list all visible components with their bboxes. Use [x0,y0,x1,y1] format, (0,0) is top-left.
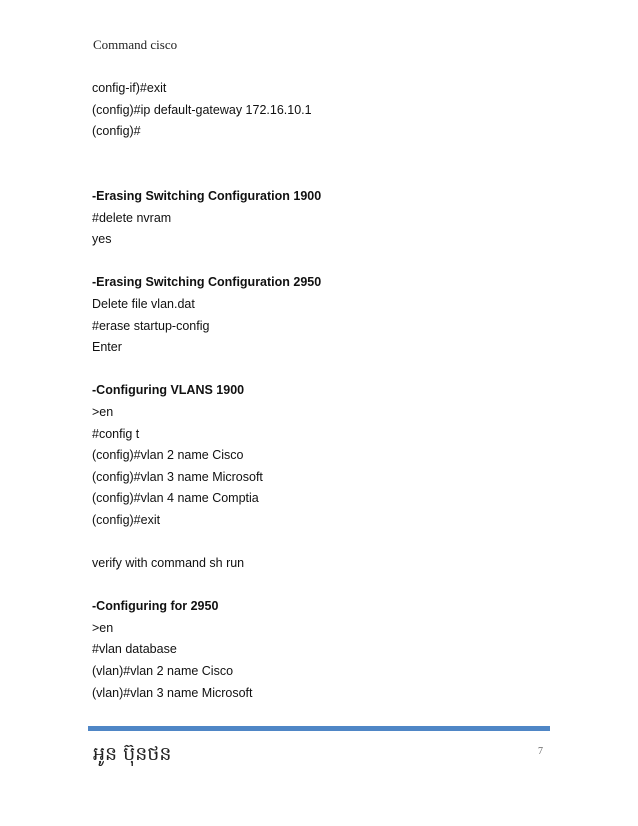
command-line: verify with command sh run [92,556,245,571]
command-line: (config)#exit [92,512,161,527]
document-body [92,78,562,704]
command-line: (vlan)#vlan 2 name Cisco [92,664,234,679]
section-heading: -Erasing Switching Configuration 2950 [92,275,322,290]
spacer [92,143,562,186]
spacer [92,251,562,273]
command-line: (config)#vlan 2 name Cisco [92,448,244,463]
section-heading: -Configuring for 2950 [92,599,219,614]
command-line: (config)#vlan 3 name Microsoft [92,469,263,484]
footer-author: អូន ប៊ុនថន [93,743,172,765]
spacer [92,531,562,553]
footer-divider [88,726,550,731]
page-number: 7 [538,746,543,757]
command-line: Enter [92,340,122,355]
command-line: #erase startup-config [92,318,210,333]
section-heading: -Erasing Switching Configuration 1900 [92,188,322,203]
command-line: config-if)#exit [92,81,167,95]
command-line: #vlan database [92,642,177,657]
command-line: (config)#ip default-gateway 172.16.10.1 [92,102,312,117]
command-line: (vlan)#vlan 3 name Microsoft [92,685,253,700]
command-line: >en [92,620,114,635]
command-line: (config)#vlan 4 name Comptia [92,491,259,506]
running-header: Command cisco [93,37,178,52]
spacer [92,359,562,381]
command-line: #delete nvram [92,210,172,225]
command-line: >en [92,404,114,419]
spacer [92,575,562,597]
section-heading: -Configuring VLANS 1900 [92,383,245,398]
command-line: Delete file vlan.dat [92,296,195,311]
command-line: #config t [92,426,140,441]
command-line: yes [92,232,112,247]
command-line: (config)# [92,124,141,139]
